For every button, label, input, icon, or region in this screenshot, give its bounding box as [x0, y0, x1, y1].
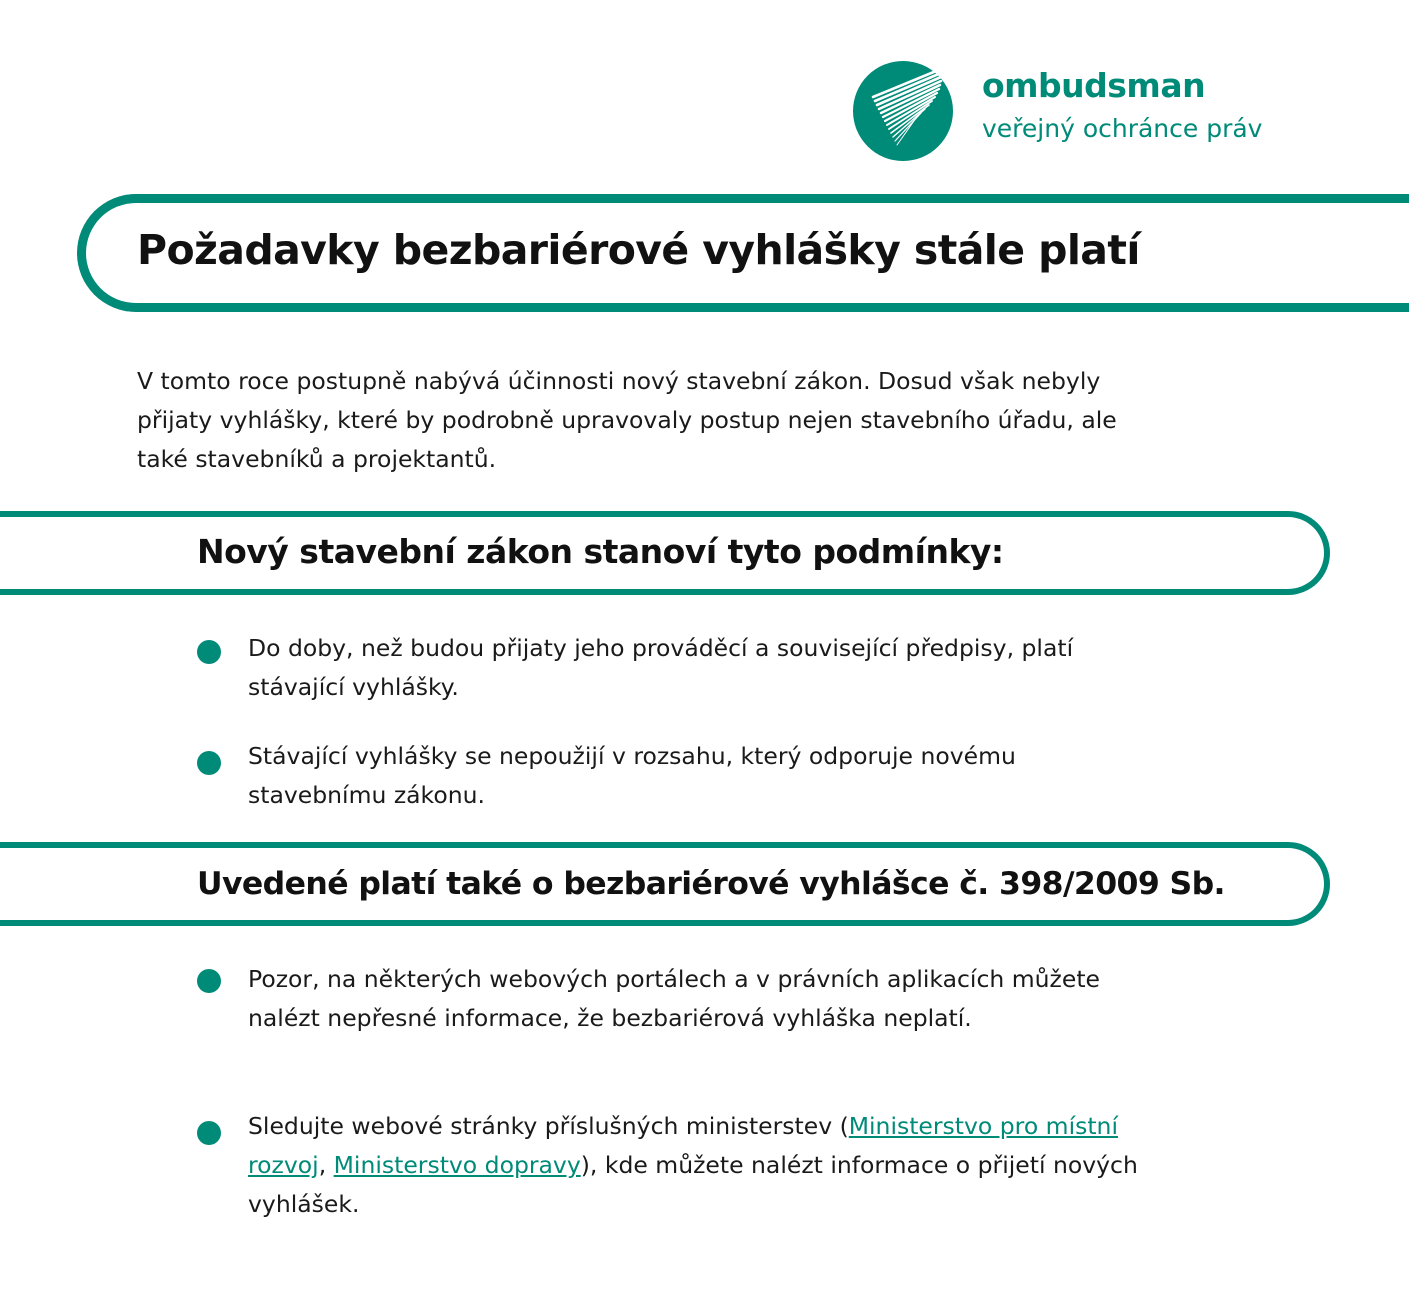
section-1-heading: Nový stavební zákon stanoví tyto podmínky: [197, 532, 1004, 571]
bullet-icon [197, 640, 221, 664]
list-item: Pozor, na některých webových portálech a v právních aplikacích můžete nalézt nepřesné informace, že bezbariérová vyhláška neplatí. [248, 965, 1100, 1032]
item-text-after: ), kde můžete nalézt informace o přijetí nových vyhlášek. [248, 1151, 1138, 1218]
ministry-regional-development-link[interactable]: Ministerstvo pro místní rozvoj [248, 1112, 1118, 1179]
list-item: Stávající vyhlášky se nepoužijí v rozsahu, který odporuje novému stavebnímu zákonu. [248, 742, 1016, 809]
item-text-separator: , [318, 1151, 334, 1179]
item-text-before: Sledujte webové stránky příslušných ministerstev ( [248, 1112, 849, 1140]
ombudsman-logo-icon [853, 61, 953, 161]
ministry-transport-link[interactable]: Ministerstvo dopravy [333, 1151, 581, 1179]
bullet-icon [197, 1121, 221, 1145]
intro-paragraph: V tomto roce postupně nabývá účinnosti nový stavební zákon. Dosud však nebyly přijaty vyhlášky, které by podrobně upravovaly postup nejen stavebního úřadu, ale také stavebníků a projektantů. [137, 367, 1117, 473]
list-item: Do doby, než budou přijaty jeho prováděcí a související předpisy, platí stávající vyhlášky. [248, 634, 1074, 701]
bullet-icon [197, 751, 221, 775]
page-title: Požadavky bezbariérové vyhlášky stále platí [137, 226, 1140, 274]
brand-name: ombudsman [982, 66, 1206, 105]
section-2-heading: Uvedené platí také o bezbariérové vyhlášce č. 398/2009 Sb. [197, 866, 1225, 902]
brand-subtitle: veřejný ochránce práv [982, 114, 1263, 143]
bullet-icon [197, 969, 221, 993]
list-item-with-links [248, 1107, 1148, 1224]
